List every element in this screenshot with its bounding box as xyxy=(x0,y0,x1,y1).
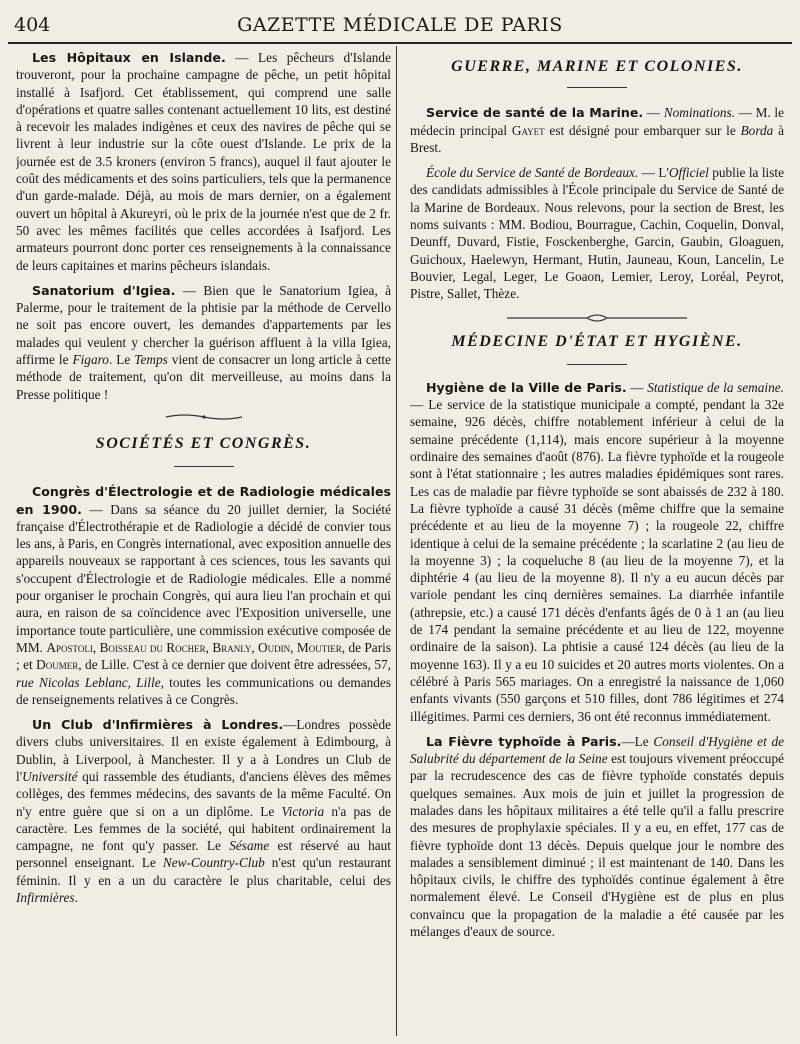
article-text: — M. le médecin principal xyxy=(410,105,784,138)
section-rule xyxy=(174,466,234,467)
section-block xyxy=(410,58,784,88)
article-service-sante-marine xyxy=(410,104,784,156)
page-header xyxy=(8,10,792,40)
article-heading: Un Club d'Infirmières à Londres. xyxy=(32,717,284,733)
section-block xyxy=(410,333,784,365)
ship-name: Borda xyxy=(740,122,774,138)
article-heading: École du Service de Santé de Bordeaux. xyxy=(426,165,639,181)
article-hopitaux-islande xyxy=(16,49,391,274)
section-rule xyxy=(567,364,627,365)
header-rule xyxy=(8,42,792,44)
article-text: — Les pêcheurs d'Islande trouveront, pour la prochaine campagne de pêche, un petit hôpital installé à Isafjord. Cet établissement, qui comprend une salle d'opérations et quatre salles contenant actuellement 10 lits, est destiné à recevoir les malades indigènes et ceux des navires de pêche qui se livrent à leur industrie sur la côte ouest d'Islande. Le prix de la journée est de 3.5 kroners (environ 5 francs), auquel il faut ajouter le coût des médicaments et des soins particuliers, tels que la permanence d'un garde-malade. Déjà, au mois de mars dernier, on a également ouvert un hôpital à Akureyri, où le prix de la journée n'est que de 2 fr. 50 avec les mêmes facilités que celles accordées à Isafjord. Les armateurs pourront donc porter ces renseignements à la connaissance de leurs capitaines et marins pêcheurs islandais. xyxy=(16,50,391,273)
article-text: qui rassemble des étudiants, d'anciens élèves des mêmes collèges, des femmes médecins, des savants de la même Faculté. On n'y entre guère que si on a un diplôme. Le xyxy=(16,768,391,819)
right-column xyxy=(410,48,784,1038)
club-name: Infirmières xyxy=(16,890,75,906)
article-text: n'a pas de caractère. Les femmes de la société, qui habitent ordinairement la campagne, ne font qu'y passer. Le xyxy=(16,803,391,854)
subheading: Nominations. xyxy=(663,105,736,121)
left-column xyxy=(16,48,391,1038)
article-sanatorium-igiea xyxy=(16,282,391,403)
article-text: , de Paris ; et xyxy=(16,639,391,673)
article-text: —Londres possède divers clubs universitaires. Il en existe également à Edimbourg, à Dublin, à Liverpool, à Manchester. Il y a à Londres un Club de l' xyxy=(16,717,391,784)
ornament-icon xyxy=(164,413,244,421)
running-title: GAZETTE MÉDICALE DE PARIS xyxy=(237,14,563,36)
person-names: Apostoli, Boisseau du Rocher, Branly, Oudin, Moutier xyxy=(46,639,342,655)
article-text: est réservé au haut personnel enseignant. Le xyxy=(16,838,391,871)
newspaper-name: Temps xyxy=(134,352,168,368)
newspaper-name: Figaro xyxy=(72,352,109,368)
newspaper-name: Officiel xyxy=(668,165,709,181)
article-text: vient de consacrer un long article à cette méthode de traitement, qu'on dit merveilleuse, au moins dans la Presse politique ! xyxy=(16,352,391,402)
article-heading: Service de santé de la Marine. xyxy=(426,105,644,121)
article-text: — xyxy=(626,379,648,395)
article-text: . Le xyxy=(108,352,135,368)
article-hygiene-paris xyxy=(410,379,784,725)
article-text: . xyxy=(74,890,78,906)
article-text: à Brest. xyxy=(410,122,784,155)
article-text: est désigné pour embarquer sur le xyxy=(544,122,741,138)
section-heading: SOCIÉTÉS ET CONGRÈS. xyxy=(95,434,312,452)
club-name: Université xyxy=(22,768,78,784)
article-heading: Hygiène de la Ville de Paris. xyxy=(426,379,627,395)
article-heading: Congrès d'Électrologie et de Radiologie médicales en 1900. xyxy=(16,484,391,517)
section-block xyxy=(16,435,391,467)
article-heading: Sanatorium d'Igiea. xyxy=(32,282,176,298)
page-number: 404 xyxy=(14,14,51,36)
article-text: , toutes les communications ou demandes de renseignements relatives à ce Congrès. xyxy=(16,674,391,707)
article-text: — Bien que le Sanatorium Igiea, à Palerme, pour le traitement de la phtisie par la méthode de Cervello ne soit pas encore ouvert, les demandes d'appartements par les malades qui veulent y chercher la guérison affluent à la villa Igiea, affirme le xyxy=(16,282,391,368)
institution-name: Conseil d'Hygiène et de Salubrité du département de la Seine xyxy=(410,733,784,767)
article-text: publie la liste des candidats admissibles à l'École principale du Service de Santé de la Marine de Bordeaux. Nous relevons, pour la section de Brest, les noms suivants : MM. Bodiou, Bourrague, Cachin, Coquelin, Donval, Deunff, Duvard, Fistie, Fosckenberghe, Garcin, Gaubin, Gloaguen, Guichoux, Haelewyn, Hermant, Hutin, Jauneau, Koun, Lancelin, Le Bouvier, Legal, Leger, Le Goaon, Lemier, Leroy, Loréal, Peyrot, Pistre, Sallet, Thèze. xyxy=(410,165,784,302)
subheading: Statistique de la semaine. xyxy=(647,379,784,395)
article-text: , de Lille. C'est à ce dernier que doivent être adressées, 57, xyxy=(78,657,391,673)
article-text: n'est qu'un restaurant féminin. Il y en a un du caractère le plus charitable, celui des xyxy=(16,855,391,888)
article-fievre-typhoide xyxy=(410,733,784,941)
club-name: Sésame xyxy=(229,838,270,854)
ornament-icon xyxy=(497,313,697,323)
section-heading: GUERRE, MARINE ET COLONIES. xyxy=(451,58,743,75)
article-text: — xyxy=(643,105,664,121)
section-rule xyxy=(567,87,627,88)
article-text: — Le service de la statistique municipale a compté, pendant la 32e semaine, 926 décès, chiffre notablement inférieur à celui de la semaine précédente (1,114), mais encore supérieur à la moyenne ordinaire des semaines d'août (876). La fièvre typhoïde et la rougeole sont à l'état stationnaire ; les autres maladies épidémiques sont rares. Les cas de maladie par fièvre typhoïde se sont abaissés de 232 à 180. La fièvre typhoïde a causé 31 décès (même chiffre que la semaine précédente et au lieu de la moyenne 7) ; la rougeole 22, chiffre identique à celui de la semaine précédente ; la scarlatine 2 (au lieu de la moyenne 3) ; la coqueluche 8 (au lieu de la moyenne 7), et la diphtérie 4 (au lieu de la moyenne 8). Il n'y a eu aucun décès par variole pendant les cinq dernières semaines. La diarrhée infantile (athrepsie, etc.) a causé 171 décès d'enfants âgés de 0 à 1 an (au lieu de 174 pendant la semaine précédente et au lieu de 122, moyenne ordinaire de la saison). La phtisie a causé 124 décès (au lieu de la moyenne 163). Il y a eu 10 suicides et 20 autres morts violentes. On a célébré à Paris 565 mariages. On a enregistré la naissance de 1,060 enfants vivants (550 garçons et 510 filles, dont 786 légitimes et 274 illégitimes. Parmi ces derniers, 36 ont été reconnus immédiatement. xyxy=(410,397,784,724)
section-heading: MÉDECINE D'ÉTAT ET HYGIÈNE. xyxy=(451,332,743,350)
article-congres-electrologie xyxy=(16,483,391,708)
article-text: est toujours vivement préoccupé par la recrudescence des cas de fièvre typhoïde constatés depuis quelques semaines. Aux mois de juin et juillet la progression de malades dans les hôpitaux militaires a été telle qu'il a fallu prescrire des mesures de prophylaxie spéciales. Il y a eu, en effet, 177 cas de fièvre typhoïde dont 13 décès. Depuis quelque jour le nombre des malades a sensiblement diminué ; il est maintenant de 140. Dans les hôpitaux civils, le chiffre des typhoïdés continue également à être normalement élevé. Le Conseil d'Hygiène est de plus en plus convaincu que la propagation de la maladie a été causée par les mélanges d'eaux de source. xyxy=(410,751,784,940)
article-text: —Le xyxy=(621,733,654,749)
ornament-divider xyxy=(410,313,784,323)
ornament-divider xyxy=(16,413,391,421)
club-name: New-Country-Club xyxy=(162,855,265,871)
address: rue Nicolas Leblanc, Lille xyxy=(16,674,161,690)
person-names: Doumer xyxy=(36,657,79,673)
article-ecole-bordeaux xyxy=(410,164,784,302)
article-club-infirmieres xyxy=(16,716,391,906)
club-name: Victoria xyxy=(281,803,325,819)
column-divider xyxy=(396,46,397,1036)
article-text: — Dans sa séance du 20 juillet dernier, la Société française d'Électrothérapie et de Radiologie a décidé de convier tous les ans, à Paris, en Congrès international, avec exposition annuelle des appareils nouveaux se rapportant à ces sciences, tous les savants qui s'occupent d'Électrologie et de Radiologie médicales. Elle a nommé pour organiser le prochain Congrès, qui aura lieu l'an prochain et qui aura, en raison de sa coïncidence avec l'Exposition universelle, une importance toute particulière, une commission exécutive composée de MM. xyxy=(16,501,391,655)
article-text: — L' xyxy=(638,165,669,181)
article-heading: La Fièvre typhoïde à Paris. xyxy=(426,733,622,749)
article-heading: Les Hôpitaux en Islande. xyxy=(32,50,226,65)
person-names: Gayet xyxy=(511,122,545,138)
